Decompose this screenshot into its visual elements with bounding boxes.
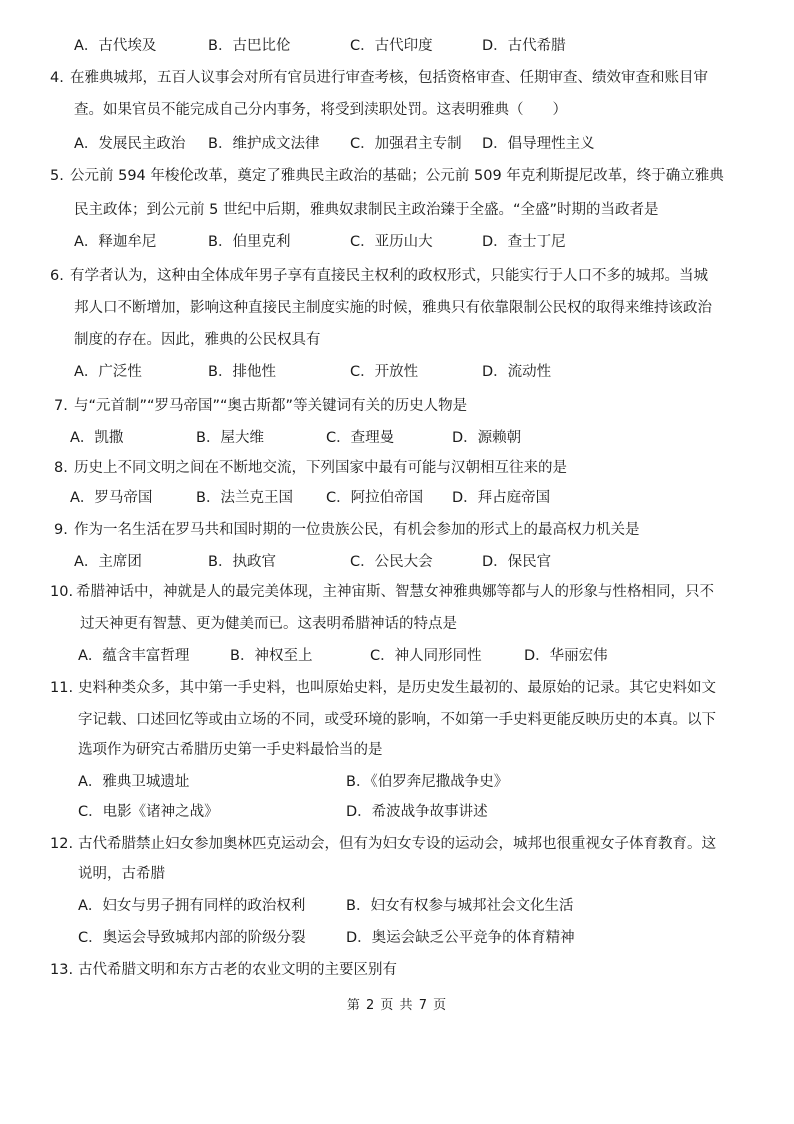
option-c: C．查理曼 bbox=[326, 430, 395, 446]
option-b: B．《伯罗奔尼撒战争史》 bbox=[346, 774, 509, 790]
option-c: C．公民大会 bbox=[350, 554, 433, 570]
option-b: B．执政官 bbox=[208, 554, 276, 570]
option-a: A．古代埃及 bbox=[74, 38, 157, 54]
option-d: D．奥运会缺乏公平竞争的体育精神 bbox=[346, 930, 575, 946]
question-stem-line: 字记载、口述回忆等或由立场的不同，或受环境的影响，不如第一手史料更能反映历史的本真。以下 bbox=[78, 712, 716, 728]
page-footer: 第 2 页 共 7 页 bbox=[346, 998, 448, 1013]
question-stem-line: 古代希腊文明和东方古老的农业文明的主要区别有 bbox=[78, 962, 397, 978]
question-stem-line: 制度的存在。因此，雅典的公民权具有 bbox=[74, 332, 321, 348]
option-c: C．古代印度 bbox=[350, 38, 433, 54]
option-c: C．亚历山大 bbox=[350, 234, 433, 250]
option-d: D．拜占庭帝国 bbox=[452, 490, 551, 506]
option-b: B．古巴比伦 bbox=[208, 38, 291, 54]
option-c: C．阿拉伯帝国 bbox=[326, 490, 424, 506]
question-stem-line: 史料种类众多，其中第一手史料，也叫原始史料，是历史发生最初的、最原始的记录。其它史料如文 bbox=[78, 680, 716, 696]
option-b: B．妇女有权参与城邦社会文化生活 bbox=[346, 898, 574, 914]
option-c: C．神人同形同性 bbox=[370, 648, 482, 664]
option-a: A．广泛性 bbox=[74, 364, 142, 380]
question-stem-line: 作为一名生活在罗马共和国时期的一位贵族公民，有机会参加的形式上的最高权力机关是 bbox=[74, 522, 640, 538]
option-a: A．雅典卫城遗址 bbox=[78, 774, 190, 790]
option-c: C．加强君主专制 bbox=[350, 136, 462, 152]
question-number: 10. bbox=[50, 584, 74, 600]
option-d: D．保民官 bbox=[482, 554, 552, 570]
question-stem-line: 历史上不同文明之间在不断地交流，下列国家中最有可能与汉朝相互往来的是 bbox=[74, 460, 567, 476]
option-b: B．伯里克利 bbox=[208, 234, 291, 250]
question-stem-line: 邦人口不断增加，影响这种直接民主制度实施的时候，雅典只有依靠限制公民权的取得来维持该政治 bbox=[74, 300, 712, 316]
option-b: B．排他性 bbox=[208, 364, 276, 380]
question-stem-line: 查。如果官员不能完成自己分内事务，将受到渎职处罚。这表明雅典（ ） bbox=[74, 102, 567, 118]
question-stem-line: 民主政体；到公元前 5 世纪中后期，雅典奴隶制民主政治臻于全盛。“全盛”时期的当政者是 bbox=[74, 202, 659, 218]
option-d: D．源赖朝 bbox=[452, 430, 522, 446]
question-number: 7. bbox=[54, 398, 68, 414]
question-number: 5. bbox=[50, 168, 64, 184]
question-number: 9. bbox=[54, 522, 68, 538]
question-number: 11. bbox=[50, 680, 74, 696]
question-number: 6. bbox=[50, 268, 64, 284]
question-stem-line: 说明，古希腊 bbox=[78, 866, 165, 882]
option-a: A．释迦牟尼 bbox=[74, 234, 157, 250]
option-a: A．妇女与男子拥有同样的政治权利 bbox=[78, 898, 306, 914]
option-b: B．神权至上 bbox=[230, 648, 313, 664]
option-d: D．查士丁尼 bbox=[482, 234, 566, 250]
question-stem-line: 选项作为研究古希腊历史第一手史料最恰当的是 bbox=[78, 742, 383, 758]
question-stem-line: 在雅典城邦，五百人议事会对所有官员进行审查考核，包括资格审查、任期审查、绩效审查和账目审 bbox=[70, 70, 708, 86]
option-d: D．希波战争故事讲述 bbox=[346, 804, 488, 820]
option-a: A．主席团 bbox=[74, 554, 142, 570]
question-stem-line: 过天神更有智慧、更为健美而已。这表明希腊神话的特点是 bbox=[80, 616, 457, 632]
option-c: C．电影《诸神之战》 bbox=[78, 804, 219, 820]
option-c: C．奥运会导致城邦内部的阶级分裂 bbox=[78, 930, 306, 946]
option-a: A．蕴含丰富哲理 bbox=[78, 648, 190, 664]
question-stem-line: 有学者认为，这种由全体成年男子享有直接民主权利的政权形式，只能实行于人口不多的城邦。当城 bbox=[70, 268, 708, 284]
question-stem-line: 古代希腊禁止妇女参加奥林匹克运动会，但有为妇女专设的运动会，城邦也很重视女子体育教育。这 bbox=[78, 836, 716, 852]
option-d: D．华丽宏伟 bbox=[524, 648, 608, 664]
question-stem-line: 与“元首制”“罗马帝国”“奥古斯都”等关键词有关的历史人物是 bbox=[74, 398, 468, 414]
question-number: 13. bbox=[50, 962, 74, 978]
question-number: 4. bbox=[50, 70, 64, 86]
question-number: 8. bbox=[54, 460, 68, 476]
option-a: A．罗马帝国 bbox=[70, 490, 153, 506]
option-b: B．屋大维 bbox=[196, 430, 264, 446]
option-b: B．维护成文法律 bbox=[208, 136, 320, 152]
option-d: D．倡导理性主义 bbox=[482, 136, 595, 152]
option-d: D．古代希腊 bbox=[482, 38, 566, 54]
question-stem-line: 希腊神话中，神就是人的最完美体现，主神宙斯、智慧女神雅典娜等都与人的形象与性格相同，只不 bbox=[76, 584, 714, 600]
question-number: 12. bbox=[50, 836, 74, 852]
option-a: A．发展民主政治 bbox=[74, 136, 186, 152]
option-d: D．流动性 bbox=[482, 364, 552, 380]
option-c: C．开放性 bbox=[350, 364, 419, 380]
option-a: A．凯撒 bbox=[70, 430, 124, 446]
question-stem-line: 公元前 594 年梭伦改革，奠定了雅典民主政治的基础；公元前 509 年克利斯提尼改革，终于确立雅典 bbox=[70, 168, 724, 184]
option-b: B．法兰克王国 bbox=[196, 490, 293, 506]
